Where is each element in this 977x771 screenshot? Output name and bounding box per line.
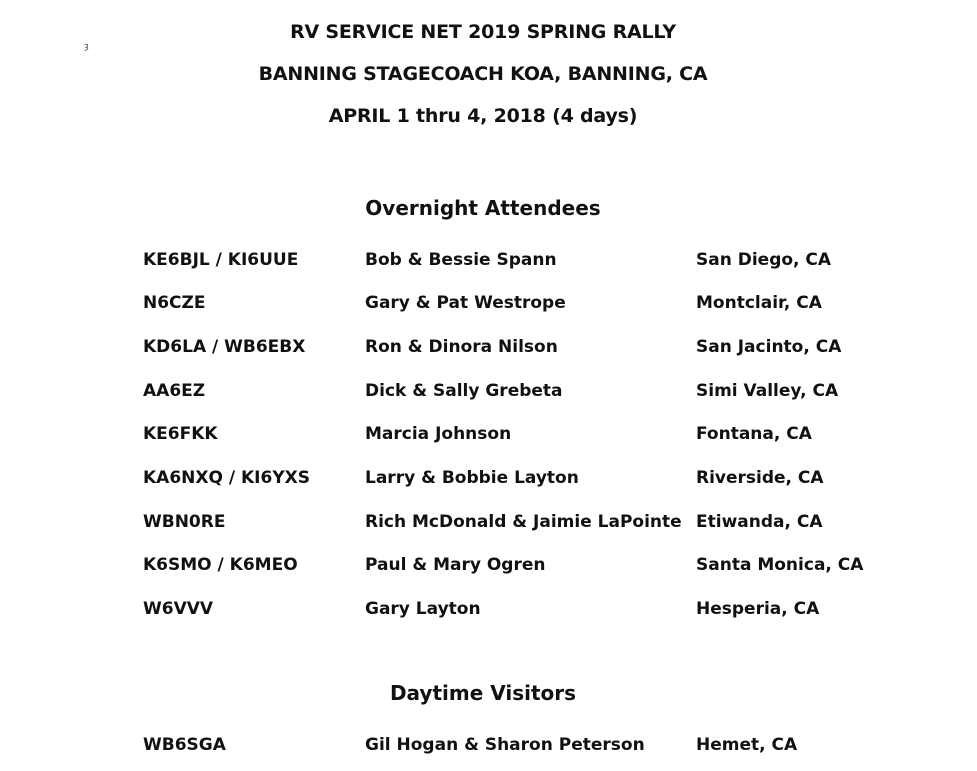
callsign: N6CZE: [143, 293, 206, 313]
attendee-city: Santa Monica, CA: [696, 555, 864, 575]
callsign: W6VVV: [143, 599, 214, 619]
document-location: BANNING STAGECOACH KOA, BANNING, CA: [258, 63, 708, 85]
attendee-name: Paul & Mary Ogren: [365, 555, 546, 575]
attendee-name: Larry & Bobbie Layton: [365, 468, 579, 488]
attendee-name: Gary & Pat Westrope: [365, 293, 566, 313]
list-item: [0, 512, 977, 536]
list-item: [0, 381, 977, 405]
list-item: [0, 735, 977, 759]
visitor-name: Gil Hogan & Sharon Peterson: [365, 735, 645, 755]
callsign: K6SMO / K6MEO: [143, 555, 298, 575]
attendee-name: Dick & Sally Grebeta: [365, 381, 563, 401]
list-item: [0, 599, 977, 623]
stray-mark: ȝ: [84, 42, 89, 52]
document-dates: APRIL 1 thru 4, 2018 (4 days): [328, 105, 638, 127]
attendee-city: Simi Valley, CA: [696, 381, 839, 401]
attendee-city: Etiwanda, CA: [696, 512, 823, 532]
attendee-name: Marcia Johnson: [365, 424, 512, 444]
attendee-city: Riverside, CA: [696, 468, 824, 488]
callsign: KE6FKK: [143, 424, 218, 444]
attendee-city: San Diego, CA: [696, 250, 832, 270]
daytime-heading: Daytime Visitors: [389, 681, 577, 705]
callsign: AA6EZ: [143, 381, 206, 401]
attendee-city: Montclair, CA: [696, 293, 822, 313]
attendee-name: Bob & Bessie Spann: [365, 250, 557, 270]
attendee-city: San Jacinto, CA: [696, 337, 842, 357]
attendee-city: Fontana, CA: [696, 424, 812, 444]
list-item: [0, 293, 977, 317]
callsign: WBN0RE: [143, 512, 226, 532]
list-item: [0, 468, 977, 492]
callsign: KD6LA / WB6EBX: [143, 337, 306, 357]
attendee-name: Rich McDonald & Jaimie LaPointe: [365, 512, 682, 532]
callsign: KA6NXQ / KI6YXS: [143, 468, 310, 488]
list-item: [0, 337, 977, 361]
attendee-city: Hesperia, CA: [696, 599, 820, 619]
visitor-city: Hemet, CA: [696, 735, 798, 755]
callsign: WB6SGA: [143, 735, 226, 755]
overnight-heading: Overnight Attendees: [365, 196, 601, 220]
attendee-name: Ron & Dinora Nilson: [365, 337, 558, 357]
list-item: [0, 424, 977, 448]
list-item: [0, 250, 977, 274]
callsign: KE6BJL / KI6UUE: [143, 250, 299, 270]
document-title: RV SERVICE NET 2019 SPRING RALLY: [290, 21, 676, 43]
attendee-name: Gary Layton: [365, 599, 481, 619]
list-item: [0, 555, 977, 579]
